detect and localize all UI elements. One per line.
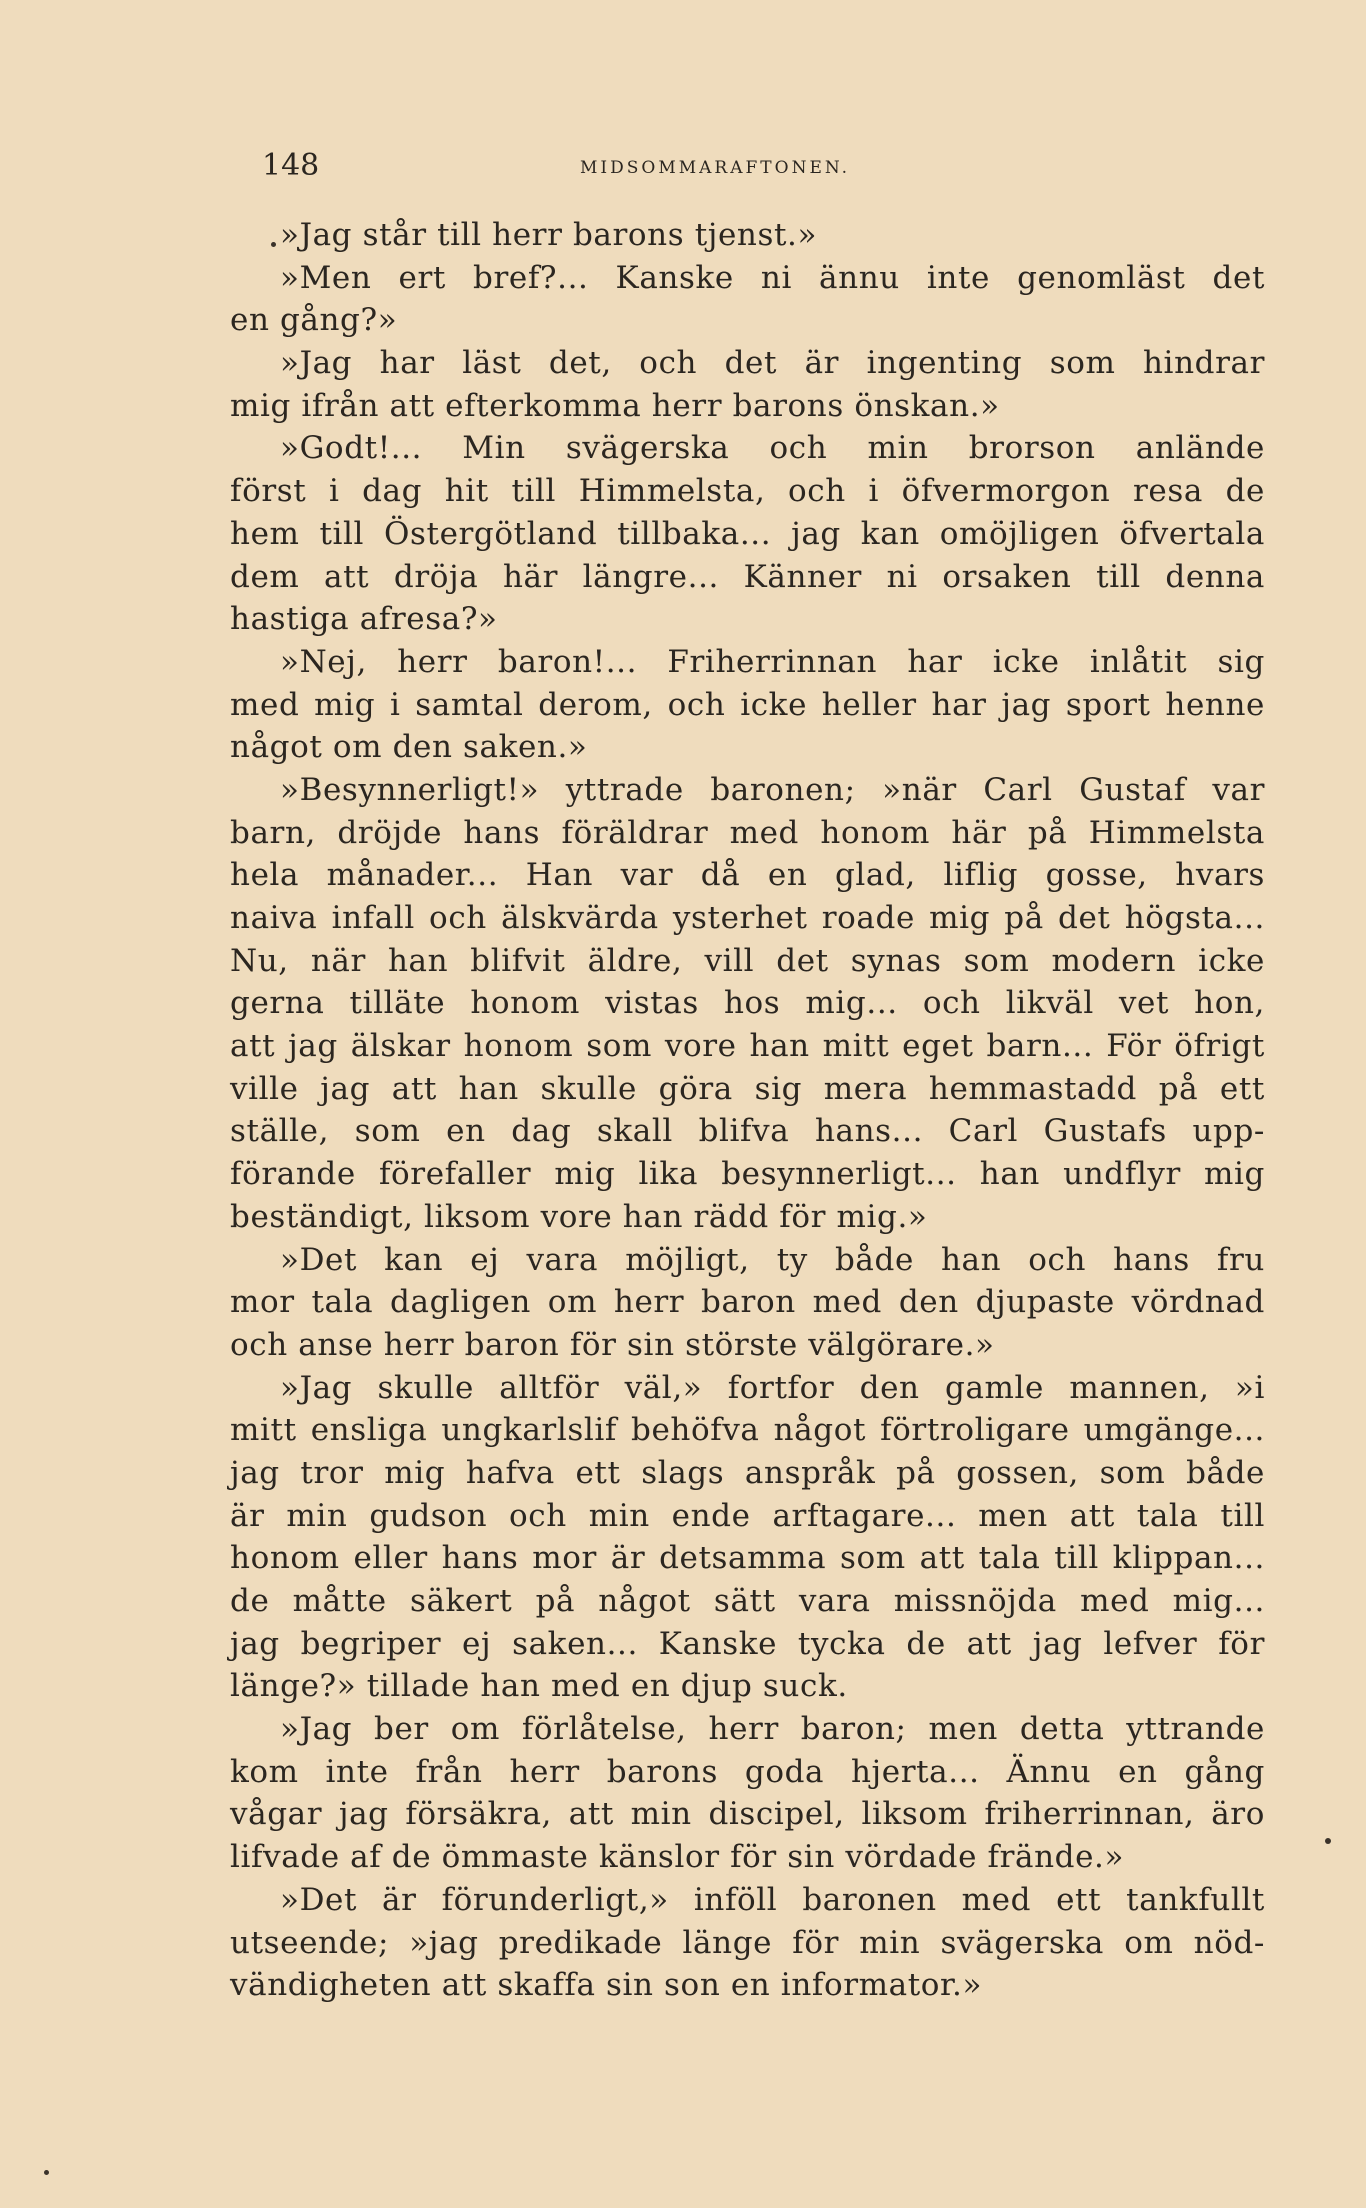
text-line: »Jag ber om förlåtelse, herr baron; men detta yttrande xyxy=(280,1711,1265,1748)
text-line: jag tror mig hafva ett slags anspråk på gossen, som både xyxy=(230,1454,1265,1491)
text-line: »Nej, herr baron!... Friherrinnan har icke inlåtit sig xyxy=(280,643,1265,680)
text-line: ville jag att han skulle göra sig mera hemmastadd på ett xyxy=(230,1070,1265,1107)
text-line: utseende; »jag predikade länge för min svägerska om nöd- xyxy=(230,1924,1265,1961)
text-line: vågar jag försäkra, att min discipel, liksom friherrinnan, äro xyxy=(230,1796,1265,1833)
text-line: »Besynnerligt!» yttrade baronen; »när Carl Gustaf var xyxy=(280,771,1265,808)
text-line: mig ifrån att efterkomma herr barons önskan.» xyxy=(230,387,1000,424)
text-line: »Godt!... Min svägerska och min brorson anlände xyxy=(280,430,1265,467)
text-line: jag begriper ej saken... Kanske tycka de att jag lefver för xyxy=(230,1625,1265,1662)
text-line: lifvade af de ömmaste känslor för sin vördade frände.» xyxy=(230,1839,1125,1876)
text-line: honom eller hans mor är detsamma som att tala till klippan... xyxy=(230,1540,1265,1577)
text-line: gerna tilläte honom vistas hos mig... och likväl vet hon, xyxy=(230,985,1265,1022)
body-text xyxy=(230,214,1265,2007)
text-line: något om den saken.» xyxy=(230,729,588,766)
text-line: »Jag skulle alltför väl,» fortfor den gamle mannen, »i xyxy=(280,1369,1265,1406)
running-title: MIDSOMMARAFTONEN. xyxy=(580,158,851,178)
text-line: mitt ensliga ungkarlslif behöfva något förtroligare umgänge... xyxy=(230,1412,1265,1449)
text-line: »Det är förunderligt,» inföll baronen med ett tankfullt xyxy=(280,1881,1265,1918)
text-line: naiva infall och älskvärda ysterhet roade mig på det högsta... xyxy=(230,900,1265,936)
text-line: hastiga afresa?» xyxy=(230,601,498,638)
text-line: »Jag har läst det, och det är ingenting som hindrar xyxy=(280,345,1265,382)
stray-dot xyxy=(44,2170,49,2175)
text-line: barn, dröjde hans föräldrar med honom här på Himmelsta xyxy=(230,814,1265,851)
stray-dot xyxy=(1325,1838,1331,1844)
text-line: ställe, som en dag skall blifva hans... Carl Gustafs upp- xyxy=(230,1113,1265,1150)
text-line: med mig i samtal derom, och icke heller har jag sport henne xyxy=(230,686,1265,723)
text-line: vändigheten att skaffa sin son en informator.» xyxy=(230,1967,983,2004)
text-line: beständigt, liksom vore han rädd för mig.» xyxy=(230,1198,928,1235)
text-line: »Men ert bref?... Kanske ni ännu inte genomläst det xyxy=(280,259,1265,296)
page-number: 148 xyxy=(262,148,320,183)
text-line: kom inte från herr barons goda hjerta... Ännu en gång xyxy=(230,1753,1265,1790)
page-header xyxy=(262,148,1262,188)
text-line: förande förefaller mig lika besynnerligt... han undflyr mig xyxy=(230,1156,1265,1193)
text-line: dem att dröja här längre... Känner ni orsaken till denna xyxy=(230,558,1265,595)
text-line: Nu, när han blifvit äldre, vill det synas som modern icke xyxy=(230,942,1265,979)
text-line: och anse herr baron för sin störste välgörare.» xyxy=(230,1326,995,1363)
text-line: att jag älskar honom som vore han mitt eget barn... För öfrigt xyxy=(230,1028,1265,1065)
text-line: länge?» tillade han med en djup suck. xyxy=(230,1668,848,1705)
text-line: är min gudson och min ende arftagare... men att tala till xyxy=(230,1497,1265,1534)
text-line: mor tala dagligen om herr baron med den djupaste vördnad xyxy=(230,1284,1265,1321)
text-line: »Jag står till herr barons tjenst.» xyxy=(280,217,818,253)
text-line: hela månader... Han var då en glad, liflig gosse, hvars xyxy=(230,857,1265,894)
text-line: först i dag hit till Himmelsta, och i öfvermorgon resa de xyxy=(230,473,1265,510)
text-line: de måtte säkert på något sätt vara missnöjda med mig... xyxy=(230,1583,1265,1619)
text-line: »Det kan ej vara möjligt, ty både han och hans fru xyxy=(280,1241,1265,1278)
text-line: hem till Östergötland tillbaka... jag kan omöjligen öfvertala xyxy=(230,515,1265,552)
stray-dot xyxy=(271,242,276,247)
text-line: en gång?» xyxy=(230,302,398,339)
